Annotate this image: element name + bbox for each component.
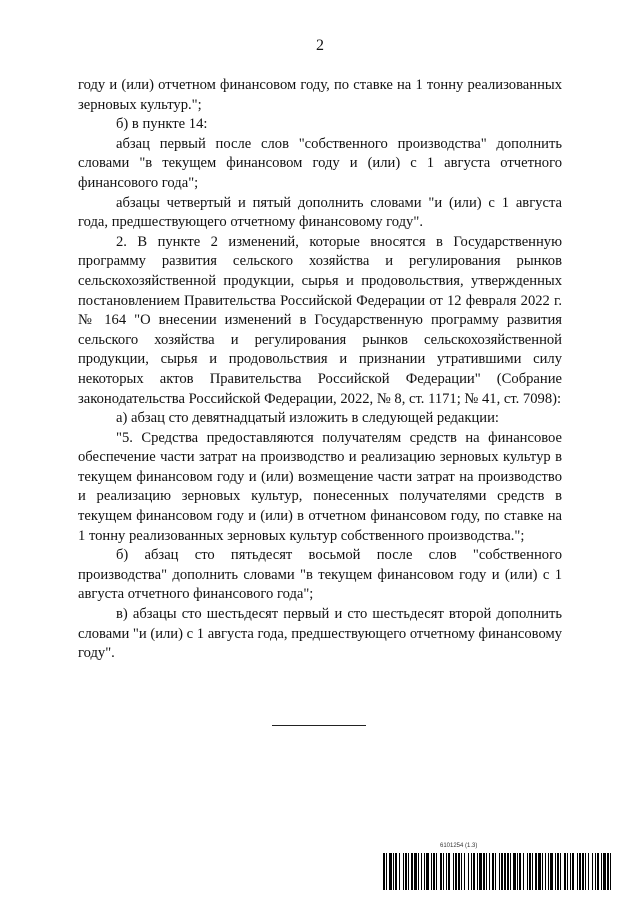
paragraph-section-2: 2. В пункте 2 изменений, которые вносятся в Государственную программу развития сельского хозяйства и регулирования рынков сельскохозяйственной продукции, сырья и продовольствия, утвержденных постановлением Правительства Российской Федерации от 12 февраля 2022 г. № 164 "О внесении изменений в Государственную программу развития сельского хозяйства и регулирования рынков сельскохозяйственной продукции, сырья и продовольствия и признании утратившими силу некоторых актов Правительства Российской Федерации" (Собрание законодательства Российской Федерации, 2022, № 8, ст. 1171; № 41, ст. 7098): [78,233,562,407]
paragraph-item-b: б) в пункте 14: [116,116,208,133]
paragraph-item-a: а) абзац сто девятнадцатый изложить в следующей редакции: [116,410,499,427]
paragraph-fourth-fifth-abzac: абзацы четвертый и пятый дополнить словами "и (или) с 1 августа года, предшествующего отчетному финансовому году". [78,194,562,231]
document-id: 6101254 (1.3) [440,843,478,849]
page-number: 2 [316,37,324,54]
end-divider [272,725,366,726]
paragraph-first-abzac: абзац первый после слов "собственного производства" дополнить словами "в текущем финансовом году и (или) с 1 августа отчетного финансового года"; [78,135,562,191]
paragraph-item-b-158: б) абзац сто пятьдесят восьмой после слов "собственного производства" дополнить словами "в текущем финансовом году и (или) с 1 августа отчетного финансового года"; [78,547,562,603]
barcode [383,853,611,890]
paragraph-continuation: году и (или) отчетном финансовом году, по ставке на 1 тонну реализованных зерновых культур."; [78,77,562,113]
paragraph-quoted-item-5: "5. Средства предоставляются получателям средств на финансовое обеспечение части затрат на производство и реализацию зерновых культур в текущем финансовом году и (или) возмещение части затрат на производство и реализацию зерновых культур, понесенных получателями средств в текущем финансовом году и (или) в отчетном финансовом году, по ставке на 1 тонну реализованных зерновых культур собственного производства."; [78,429,562,544]
document-body [78,76,562,664]
paragraph-item-v: в) абзацы сто шестьдесят первый и сто шестьдесят второй дополнить словами "и (или) с 1 августа года, предшествующего отчетному финансовому году". [78,606,562,662]
